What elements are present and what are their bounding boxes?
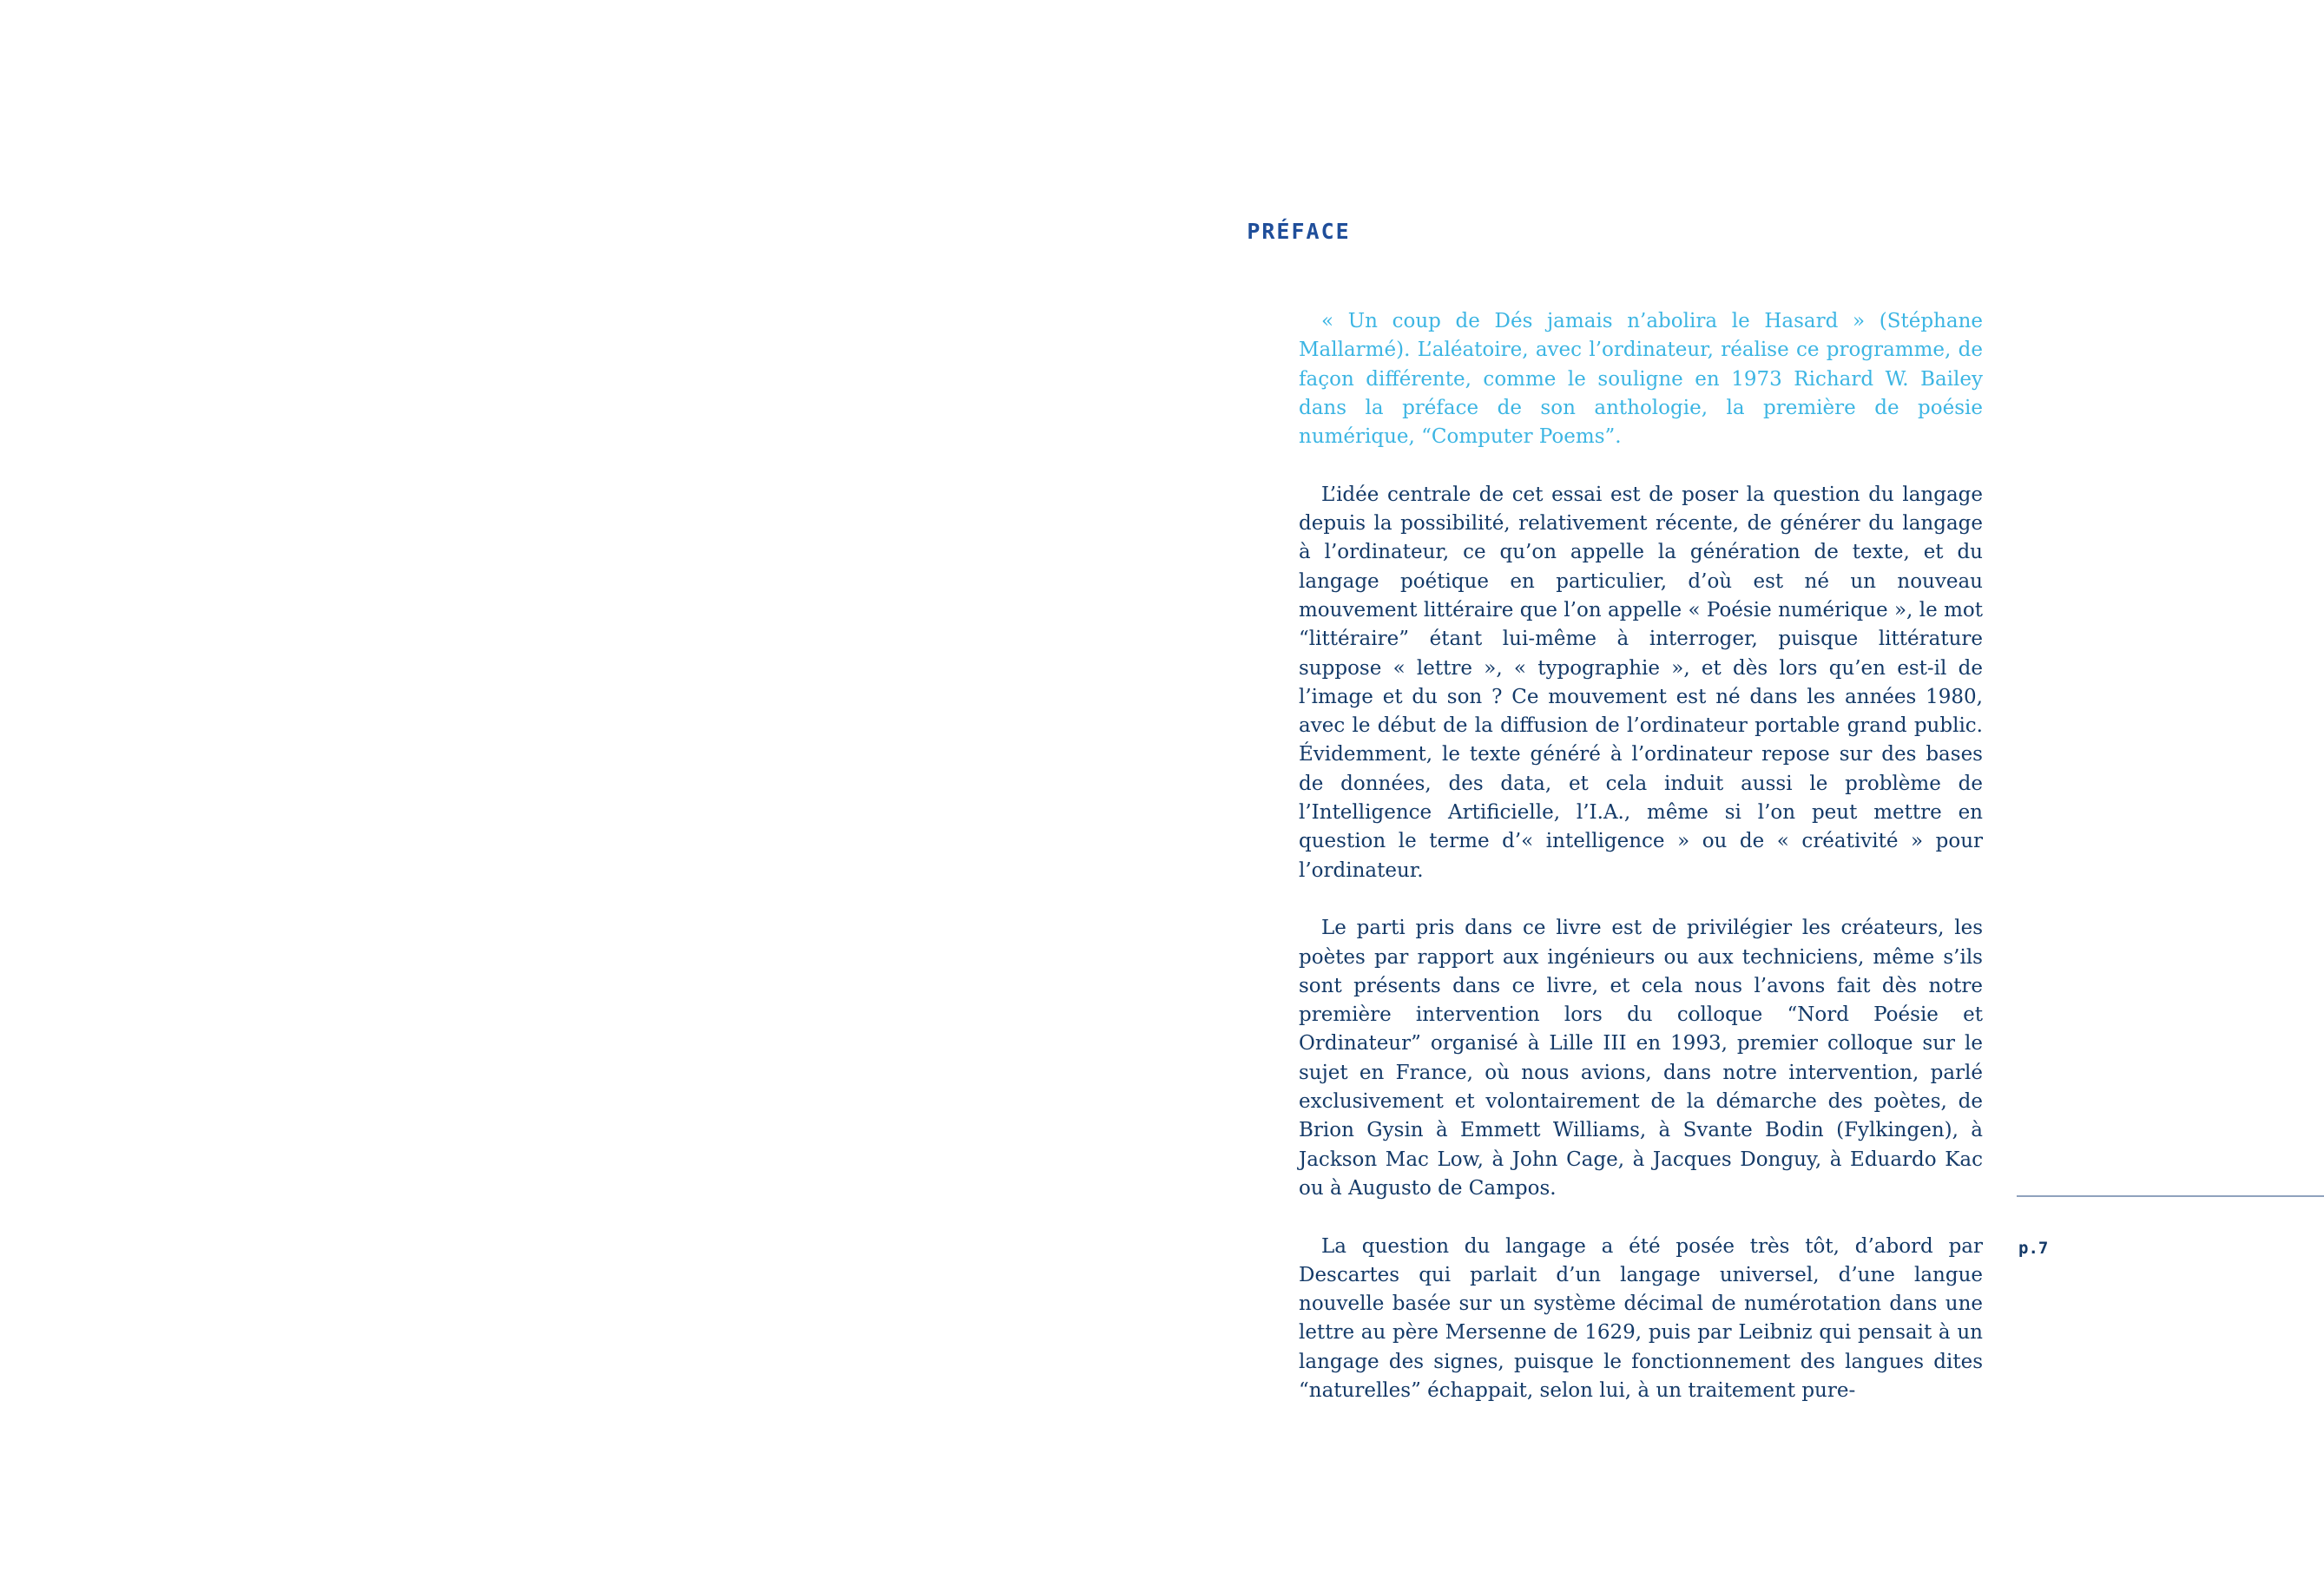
preface-body xyxy=(1299,307,1983,1405)
body-paragraph-3: La question du langage a été posée très tôt, d’abord par Descartes qui parlait d’un langage universel, d’une langue nouvelle basée sur un système décimal de numérotation dans une lettre au père Mersenne de 1629, puis par Leibniz qui pensait à un langage des signes, puisque le fonctionnement des langues dites “naturelles” échappait, selon lui, à un traitement pure- xyxy=(1299,1234,1983,1402)
body-paragraph-1: L’idée centrale de cet essai est de poser la question du langage depuis la possibilité, relativement récente, de générer du langage à l’ordinateur, ce qu’on appelle la génération de texte, et du langage poétique en particulier, d’où est né un nouveau mouvement littéraire que l’on appelle « Poésie numérique », le mot “littéraire” étant lui-même à interroger, puisque littérature suppose « lettre », « typographie », et dès lors qu’en est-il de l’image et du son ? Ce mouvement est né dans les années 1980, avec le début de la diffusion de l’ordinateur portable grand public. Évidemment, le texte généré à l’ordinateur repose sur des bases de données, des data, et cela induit aussi le problème de l’Intelligence Artificielle, l’I.A., même si l’on peut mettre en question le terme d’« intelligence » ou de « créativité » pour l’ordinateur. xyxy=(1299,483,1983,882)
body-paragraph-2: Le parti pris dans ce livre est de privilégier les créateurs, les poètes par rapport aux ingénieurs ou aux techniciens, même s’ils sont présents dans ce livre, et cela nous l’avons fait dès notre première intervention lors du colloque “Nord Poésie et Ordinateur” organisé à Lille III en 1993, premier colloque sur le sujet en France, où nous avions, dans notre intervention, parlé exclusivement et volontairement de la démarche des poètes, de Brion Gysin à Emmett Williams, à Svante Bodin (Fylkingen), à Jackson Mac Low, à John Cage, à Jacques Donguy, à Eduardo Kac ou à Augusto de Campos. xyxy=(1299,917,1983,1200)
page-number: p.7 xyxy=(2018,1239,2049,1258)
epigraph-paragraph: « Un coup de Dés jamais n’abolira le Hasard » (Stéphane Mallarmé). L’aléatoire, avec l’ordinateur, réalise ce programme, de façon différente, comme le souligne en 1973 Richard W. Bailey dans la préface de son anthologie, la première de poésie numérique, “Computer Poems”. xyxy=(1299,310,1983,449)
margin-rule xyxy=(2017,1195,2324,1197)
page-title: PRÉFACE xyxy=(1247,219,1351,244)
